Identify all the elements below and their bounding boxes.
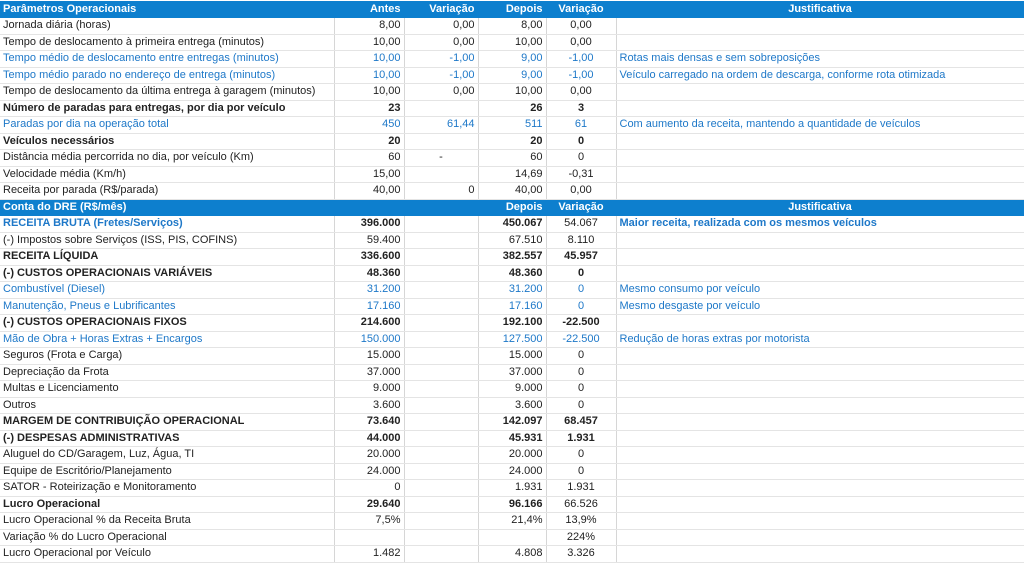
cell-justificativa[interactable]: [616, 381, 1024, 398]
cell-justificativa[interactable]: Mesmo consumo por veículo: [616, 282, 1024, 299]
table-row: [0, 364, 1024, 381]
spreadsheet-body: [0, 1, 1024, 562]
table-row: [0, 67, 1024, 84]
table-row: [0, 496, 1024, 513]
cell-justificativa[interactable]: [616, 348, 1024, 365]
cell-justificativa[interactable]: [616, 150, 1024, 167]
cell-variacao[interactable]: [404, 397, 478, 414]
cell-justificativa[interactable]: [616, 183, 1024, 200]
cell-antes[interactable]: 23: [334, 100, 404, 117]
cell-depois[interactable]: 127.500: [478, 331, 546, 348]
cell-depois[interactable]: 26: [478, 100, 546, 117]
table-row: [0, 414, 1024, 431]
cell-justificativa[interactable]: [616, 249, 1024, 266]
table-row: [0, 216, 1024, 233]
cell-antes[interactable]: 48.360: [334, 265, 404, 282]
row-label[interactable]: Tempo de deslocamento da última entrega à garagem (minutos): [0, 84, 334, 101]
cell-variacao-2[interactable]: 0: [546, 348, 616, 365]
cell-justificativa[interactable]: Redução de horas extras por motorista: [616, 331, 1024, 348]
cell-variacao[interactable]: 0,00: [404, 18, 478, 35]
cell-variacao-2[interactable]: 13,9%: [546, 513, 616, 530]
cell-depois[interactable]: 3.600: [478, 397, 546, 414]
row-label[interactable]: Manutenção, Pneus e Lubrificantes: [0, 298, 334, 315]
table-row: [0, 282, 1024, 299]
cell-variacao-2[interactable]: 0: [546, 447, 616, 464]
cell-depois[interactable]: 382.557: [478, 249, 546, 266]
cell-antes[interactable]: 0: [334, 480, 404, 497]
cell-depois[interactable]: 37.000: [478, 364, 546, 381]
header-justificativa[interactable]: Justificativa: [616, 199, 1024, 216]
row-label[interactable]: (-) CUSTOS OPERACIONAIS FIXOS: [0, 315, 334, 332]
row-label[interactable]: Paradas por dia na operação total: [0, 117, 334, 134]
cell-justificativa[interactable]: [616, 447, 1024, 464]
row-label[interactable]: SATOR - Roteirização e Monitoramento: [0, 480, 334, 497]
cell-justificativa[interactable]: [616, 397, 1024, 414]
cell-variacao[interactable]: [404, 166, 478, 183]
cell-antes[interactable]: 7,5%: [334, 513, 404, 530]
cell-justificativa[interactable]: Maior receita, realizada com os mesmos veículos: [616, 216, 1024, 233]
cell-depois[interactable]: 96.166: [478, 496, 546, 513]
row-label[interactable]: Velocidade média (Km/h): [0, 166, 334, 183]
cell-depois[interactable]: 10,00: [478, 84, 546, 101]
cell-variacao-2[interactable]: 66.526: [546, 496, 616, 513]
table-row: [0, 529, 1024, 546]
cell-antes[interactable]: 1.482: [334, 546, 404, 563]
cell-antes[interactable]: 31.200: [334, 282, 404, 299]
header-depois[interactable]: Depois: [478, 1, 546, 18]
cell-variacao[interactable]: 0: [404, 183, 478, 200]
table-row: [0, 133, 1024, 150]
cell-depois[interactable]: 8,00: [478, 18, 546, 35]
cell-variacao-2[interactable]: 0,00: [546, 183, 616, 200]
cell-depois[interactable]: 10,00: [478, 34, 546, 51]
cell-antes[interactable]: 10,00: [334, 67, 404, 84]
cell-justificativa[interactable]: [616, 133, 1024, 150]
cell-variacao[interactable]: -1,00: [404, 67, 478, 84]
row-label[interactable]: Multas e Licenciamento: [0, 381, 334, 398]
cell-justificativa[interactable]: [616, 100, 1024, 117]
row-label[interactable]: (-) DESPESAS ADMINISTRATIVAS: [0, 430, 334, 447]
cell-variacao[interactable]: [404, 546, 478, 563]
cell-antes[interactable]: 336.600: [334, 249, 404, 266]
cell-depois[interactable]: 1.931: [478, 480, 546, 497]
cell-justificativa[interactable]: Com aumento da receita, mantendo a quantidade de veículos: [616, 117, 1024, 134]
row-label[interactable]: Aluguel do CD/Garagem, Luz, Água, TI: [0, 447, 334, 464]
cell-antes[interactable]: 10,00: [334, 34, 404, 51]
cell-variacao-2[interactable]: 224%: [546, 529, 616, 546]
row-label[interactable]: Veículos necessários: [0, 133, 334, 150]
cell-antes[interactable]: [334, 529, 404, 546]
cell-variacao[interactable]: [404, 100, 478, 117]
cell-variacao[interactable]: [404, 298, 478, 315]
row-label[interactable]: (-) CUSTOS OPERACIONAIS VARIÁVEIS: [0, 265, 334, 282]
cell-variacao-2[interactable]: 54.067: [546, 216, 616, 233]
cell-variacao-2[interactable]: 68.457: [546, 414, 616, 431]
table-row: [0, 51, 1024, 68]
row-label[interactable]: Lucro Operacional: [0, 496, 334, 513]
cell-variacao-2[interactable]: 1.931: [546, 430, 616, 447]
cell-variacao[interactable]: [404, 430, 478, 447]
table-row: [0, 249, 1024, 266]
cell-depois[interactable]: 48.360: [478, 265, 546, 282]
table-row: [0, 117, 1024, 134]
cell-variacao-2[interactable]: -0,31: [546, 166, 616, 183]
row-label[interactable]: Outros: [0, 397, 334, 414]
table-row: [0, 348, 1024, 365]
header-parametros-operacionais: [0, 1, 1024, 18]
spreadsheet: [0, 1, 1024, 563]
table-row: [0, 546, 1024, 563]
cell-variacao[interactable]: [404, 249, 478, 266]
table-row: [0, 315, 1024, 332]
cell-variacao-2[interactable]: 45.957: [546, 249, 616, 266]
row-label[interactable]: Lucro Operacional % da Receita Bruta: [0, 513, 334, 530]
cell-variacao[interactable]: [404, 463, 478, 480]
cell-justificativa[interactable]: Veículo carregado na ordem de descarga, conforme rota otimizada: [616, 67, 1024, 84]
cell-depois[interactable]: 21,4%: [478, 513, 546, 530]
row-label[interactable]: Receita por parada (R$/parada): [0, 183, 334, 200]
cell-depois[interactable]: 142.097: [478, 414, 546, 431]
cell-variacao[interactable]: [404, 513, 478, 530]
cell-variacao[interactable]: [404, 282, 478, 299]
cell-antes[interactable]: 37.000: [334, 364, 404, 381]
header-title[interactable]: Parâmetros Operacionais: [0, 1, 334, 18]
cell-depois[interactable]: 9,00: [478, 67, 546, 84]
header-antes[interactable]: [334, 199, 404, 216]
cell-variacao[interactable]: [404, 496, 478, 513]
header-variacao[interactable]: Variação: [404, 1, 478, 18]
cell-variacao[interactable]: [404, 133, 478, 150]
cell-variacao[interactable]: 0,00: [404, 34, 478, 51]
row-label[interactable]: RECEITA BRUTA (Fretes/Serviços): [0, 216, 334, 233]
row-label[interactable]: (-) Impostos sobre Serviços (ISS, PIS, COFINS): [0, 232, 334, 249]
cell-variacao-2[interactable]: 0: [546, 133, 616, 150]
cell-variacao-2[interactable]: 0,00: [546, 18, 616, 35]
cell-variacao[interactable]: [404, 265, 478, 282]
cell-justificativa[interactable]: Mesmo desgaste por veículo: [616, 298, 1024, 315]
row-label[interactable]: Mão de Obra + Horas Extras + Encargos: [0, 331, 334, 348]
table-row: [0, 100, 1024, 117]
row-label[interactable]: Número de paradas para entregas, por dia por veículo: [0, 100, 334, 117]
cell-depois[interactable]: 192.100: [478, 315, 546, 332]
cell-variacao[interactable]: 61,44: [404, 117, 478, 134]
cell-variacao-2[interactable]: 0: [546, 397, 616, 414]
cell-variacao[interactable]: [404, 216, 478, 233]
cell-variacao-2[interactable]: -22.500: [546, 331, 616, 348]
cell-variacao[interactable]: -1,00: [404, 51, 478, 68]
cell-variacao-2[interactable]: 0: [546, 298, 616, 315]
table-row: [0, 463, 1024, 480]
cell-justificativa[interactable]: [616, 480, 1024, 497]
cell-antes[interactable]: 59.400: [334, 232, 404, 249]
cell-depois[interactable]: 31.200: [478, 282, 546, 299]
cell-variacao-2[interactable]: 3: [546, 100, 616, 117]
cell-depois[interactable]: 17.160: [478, 298, 546, 315]
table-row: [0, 18, 1024, 35]
cell-variacao[interactable]: [404, 480, 478, 497]
cell-variacao-2[interactable]: -22.500: [546, 315, 616, 332]
row-label[interactable]: Distância média percorrida no dia, por veículo (Km): [0, 150, 334, 167]
cell-antes[interactable]: 10,00: [334, 84, 404, 101]
cell-justificativa[interactable]: [616, 463, 1024, 480]
table-row: [0, 480, 1024, 497]
table-row: [0, 331, 1024, 348]
cell-variacao-2[interactable]: 0: [546, 150, 616, 167]
row-label[interactable]: Depreciação da Frota: [0, 364, 334, 381]
cell-variacao[interactable]: [404, 414, 478, 431]
cell-variacao-2[interactable]: -1,00: [546, 67, 616, 84]
cell-justificativa[interactable]: [616, 265, 1024, 282]
cell-antes[interactable]: 15.000: [334, 348, 404, 365]
cell-antes[interactable]: 44.000: [334, 430, 404, 447]
cell-variacao[interactable]: [404, 529, 478, 546]
cell-justificativa[interactable]: [616, 18, 1024, 35]
cell-depois[interactable]: 4.808: [478, 546, 546, 563]
cell-antes[interactable]: 214.600: [334, 315, 404, 332]
cell-variacao[interactable]: [404, 381, 478, 398]
header-title[interactable]: Conta do DRE (R$/mês): [0, 199, 334, 216]
cell-depois[interactable]: 67.510: [478, 232, 546, 249]
cell-depois[interactable]: 20.000: [478, 447, 546, 464]
header-antes[interactable]: Antes: [334, 1, 404, 18]
cell-antes[interactable]: 9.000: [334, 381, 404, 398]
cell-antes[interactable]: 15,00: [334, 166, 404, 183]
header-variacao-2[interactable]: Variação: [546, 199, 616, 216]
cell-depois[interactable]: 40,00: [478, 183, 546, 200]
row-label[interactable]: Variação % do Lucro Operacional: [0, 529, 334, 546]
cell-variacao[interactable]: [404, 315, 478, 332]
table-row: [0, 84, 1024, 101]
cell-antes[interactable]: 40,00: [334, 183, 404, 200]
cell-antes[interactable]: 20.000: [334, 447, 404, 464]
cell-depois[interactable]: 24.000: [478, 463, 546, 480]
cell-depois[interactable]: 60: [478, 150, 546, 167]
cell-justificativa[interactable]: [616, 496, 1024, 513]
header-variacao[interactable]: [404, 199, 478, 216]
cell-variacao[interactable]: [404, 232, 478, 249]
table-row: [0, 513, 1024, 530]
row-label[interactable]: MARGEM DE CONTRIBUIÇÃO OPERACIONAL: [0, 414, 334, 431]
cell-justificativa[interactable]: [616, 529, 1024, 546]
cell-antes[interactable]: 10,00: [334, 51, 404, 68]
cell-antes[interactable]: 20: [334, 133, 404, 150]
row-label[interactable]: Tempo médio de deslocamento entre entregas (minutos): [0, 51, 334, 68]
table-row: [0, 381, 1024, 398]
cell-variacao-2[interactable]: 61: [546, 117, 616, 134]
row-label[interactable]: Tempo médio parado no endereço de entrega (minutos): [0, 67, 334, 84]
cell-variacao[interactable]: 0,00: [404, 84, 478, 101]
table-row: [0, 298, 1024, 315]
cell-variacao[interactable]: [404, 331, 478, 348]
cell-depois[interactable]: 9.000: [478, 381, 546, 398]
row-label[interactable]: Equipe de Escritório/Planejamento: [0, 463, 334, 480]
cell-antes[interactable]: 396.000: [334, 216, 404, 233]
cell-variacao-2[interactable]: 0,00: [546, 34, 616, 51]
cell-variacao-2[interactable]: 3.326: [546, 546, 616, 563]
table-row: [0, 265, 1024, 282]
cell-antes[interactable]: 3.600: [334, 397, 404, 414]
table-row: [0, 397, 1024, 414]
cell-justificativa[interactable]: [616, 34, 1024, 51]
cell-depois[interactable]: 15.000: [478, 348, 546, 365]
cell-antes[interactable]: 24.000: [334, 463, 404, 480]
cell-variacao-2[interactable]: 0,00: [546, 84, 616, 101]
cell-depois[interactable]: [478, 529, 546, 546]
table-row: [0, 430, 1024, 447]
cell-justificativa[interactable]: [616, 232, 1024, 249]
cell-depois[interactable]: 20: [478, 133, 546, 150]
cell-antes[interactable]: 60: [334, 150, 404, 167]
cell-variacao-2[interactable]: -1,00: [546, 51, 616, 68]
row-label[interactable]: Combustível (Diesel): [0, 282, 334, 299]
table-row: [0, 447, 1024, 464]
cell-depois[interactable]: 511: [478, 117, 546, 134]
cell-justificativa[interactable]: [616, 513, 1024, 530]
cell-variacao[interactable]: [404, 364, 478, 381]
header-depois[interactable]: Depois: [478, 199, 546, 216]
cell-variacao-2[interactable]: 0: [546, 463, 616, 480]
cell-justificativa[interactable]: [616, 315, 1024, 332]
cell-antes[interactable]: 150.000: [334, 331, 404, 348]
cell-variacao-2[interactable]: 0: [546, 265, 616, 282]
table-row: [0, 166, 1024, 183]
cell-variacao-2[interactable]: 0: [546, 381, 616, 398]
cell-variacao-2[interactable]: 0: [546, 364, 616, 381]
cell-justificativa[interactable]: [616, 364, 1024, 381]
cell-antes[interactable]: 73.640: [334, 414, 404, 431]
cell-depois[interactable]: 9,00: [478, 51, 546, 68]
cell-antes[interactable]: 29.640: [334, 496, 404, 513]
cell-depois[interactable]: 450.067: [478, 216, 546, 233]
cell-antes[interactable]: 8,00: [334, 18, 404, 35]
table-row: [0, 183, 1024, 200]
cell-justificativa[interactable]: [616, 414, 1024, 431]
cell-variacao[interactable]: [404, 348, 478, 365]
row-label[interactable]: RECEITA LÍQUIDA: [0, 249, 334, 266]
row-label[interactable]: Tempo de deslocamento à primeira entrega (minutos): [0, 34, 334, 51]
cell-justificativa[interactable]: [616, 430, 1024, 447]
table-row: [0, 150, 1024, 167]
table-row: [0, 232, 1024, 249]
row-label[interactable]: Seguros (Frota e Carga): [0, 348, 334, 365]
cell-variacao-2[interactable]: 8.110: [546, 232, 616, 249]
row-label[interactable]: Jornada diária (horas): [0, 18, 334, 35]
cell-justificativa[interactable]: [616, 546, 1024, 563]
cell-depois[interactable]: 14,69: [478, 166, 546, 183]
cell-justificativa[interactable]: [616, 166, 1024, 183]
cell-variacao[interactable]: -: [404, 150, 478, 167]
cell-variacao[interactable]: [404, 447, 478, 464]
cell-justificativa[interactable]: Rotas mais densas e sem sobreposições: [616, 51, 1024, 68]
cell-variacao-2[interactable]: 1.931: [546, 480, 616, 497]
cell-antes[interactable]: 450: [334, 117, 404, 134]
header-variacao-2[interactable]: Variação: [546, 1, 616, 18]
cell-variacao-2[interactable]: 0: [546, 282, 616, 299]
row-label[interactable]: Lucro Operacional por Veículo: [0, 546, 334, 563]
cell-justificativa[interactable]: [616, 84, 1024, 101]
header-justificativa[interactable]: Justificativa: [616, 1, 1024, 18]
table-row: [0, 34, 1024, 51]
cell-antes[interactable]: 17.160: [334, 298, 404, 315]
header-conta-dre: [0, 199, 1024, 216]
cell-depois[interactable]: 45.931: [478, 430, 546, 447]
